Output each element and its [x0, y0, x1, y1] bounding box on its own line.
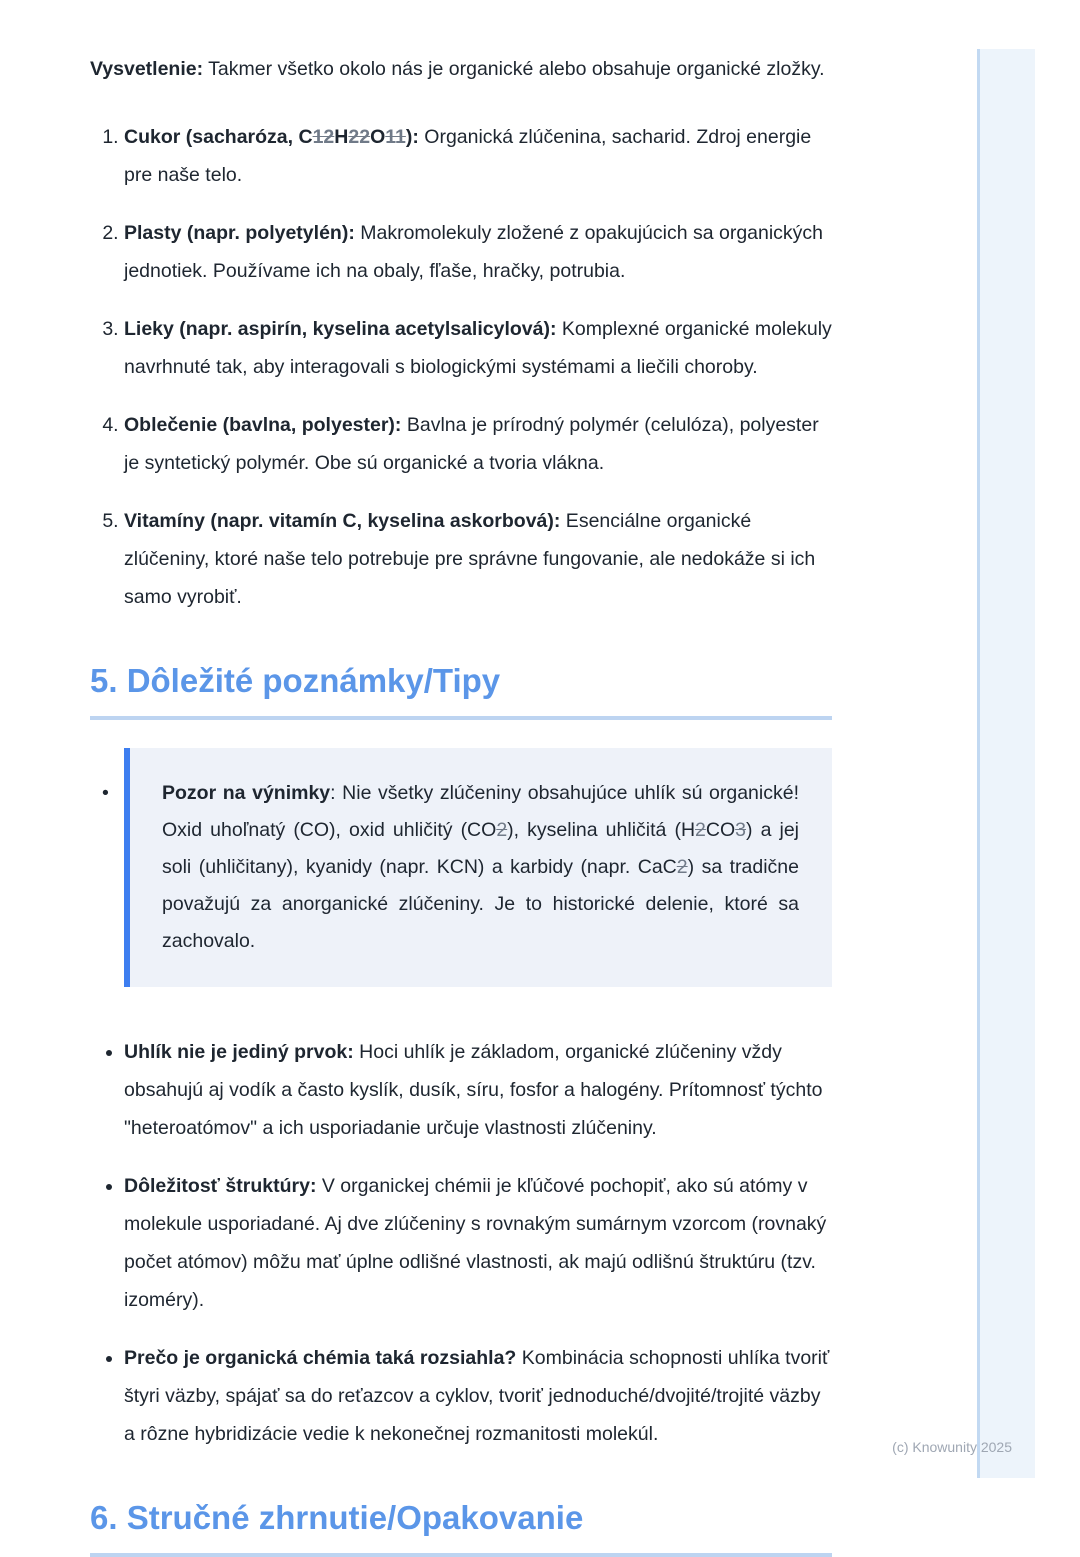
tips-list-item: [124, 1033, 832, 1147]
text-segment: O: [370, 126, 386, 148]
text-segment: Dôležitosť štruktúry:: [124, 1175, 317, 1197]
text-segment: Takmer všetko okolo nás je organické alebo obsahuje organické zložky.: [203, 58, 825, 80]
numbered-list-item: [124, 406, 832, 482]
tips-list-item: [124, 1339, 832, 1453]
text-segment: ), kyselina uhličitá (H: [507, 819, 696, 841]
intro-paragraph: [90, 50, 832, 88]
numbered-list-item: [124, 214, 832, 290]
text-segment: Cukor (sacharóza, C: [124, 126, 313, 148]
text-segment: Komplexné organické molekuly navrhnuté tak, aby interagovali s biologickými systémami a liečili choroby.: [124, 318, 832, 378]
text-segment: Kombinácia schopnosti uhlíka tvoriť štyri väzby, spájať sa do reťazcov a cyklov, tvoriť jednoduché/dvojité/trojité väzby a rôzne hybridizácie vedie k nekonečnej rozmanitosti molekúl.: [124, 1347, 830, 1445]
text-segment: : Nie všetky zlúčeniny obsahujúce uhlík sú organické! Oxid uhoľnatý (CO), oxid uhličitý (CO: [162, 782, 799, 841]
numbered-list-item: [124, 310, 832, 386]
text-segment: Vitamíny (napr. vitamín C, kyselina askorbová):: [124, 510, 561, 532]
tips-list-item: [124, 1167, 832, 1319]
numbered-list-item: [124, 502, 832, 616]
callout-row: [90, 748, 832, 987]
text-segment: ):: [405, 126, 419, 148]
text-segment: V organickej chémii je kľúčové pochopiť, ako sú atómy v molekule usporiadané. Aj dve zlúčeniny s rovnakým sumárnym vzorcom (rovnaký počet atómov) môžu mať úplne odlišné vlastnosti, ak majú odlišnú štruktúru (tzv. izoméry).: [124, 1175, 827, 1311]
warning-callout-box: [124, 748, 832, 987]
text-segment: Lieky (napr. aspirín, kyselina acetylsalicylová):: [124, 318, 557, 340]
text-segment: ) sa tradične považujú za anorganické zlúčeniny. Je to historické delenie, ktoré sa zachovalo.: [162, 856, 799, 952]
section-5-heading: 5. Dôležité poznámky/Tipy: [90, 662, 832, 720]
numbered-list-item: [124, 118, 832, 194]
struck-subscript-text: 11: [385, 126, 406, 148]
text-segment: Prečo je organická chémia taká rozsiahla?: [124, 1347, 517, 1369]
text-segment: Plasty (napr. polyetylén):: [124, 222, 355, 244]
struck-subscript-text: 12: [312, 126, 335, 148]
text-segment: Oblečenie (bavlna, polyester):: [124, 414, 402, 436]
text-segment: CO: [705, 819, 736, 841]
page-edge-strip: [977, 49, 1035, 1478]
document-content: [90, 0, 832, 1557]
struck-subscript-text: 2: [695, 819, 706, 841]
copyright-credit: (c) Knowunity 2025: [892, 1439, 1012, 1455]
tips-bulleted-list: [90, 1033, 832, 1453]
text-segment: Bavlna je prírodný polymér (celulóza), polyester je syntetický polymér. Obe sú organické a tvoria vlákna.: [124, 414, 819, 474]
struck-subscript-text: 2: [496, 819, 508, 841]
text-segment: Esenciálne organické zlúčeniny, ktoré naše telo potrebuje pre správne fungovanie, ale nedokáže si ich samo vyrobiť.: [124, 510, 816, 608]
text-segment: Makromolekuly zložené z opakujúcich sa organických jednotiek. Používame ich na obaly, fľaše, hračky, potrubia.: [124, 222, 824, 282]
examples-numbered-list: [90, 118, 832, 616]
text-segment: Vysvetlenie:: [90, 58, 204, 80]
text-segment: Organická zlúčenina, sacharid. Zdroj energie pre naše telo.: [124, 126, 812, 186]
text-segment: ) a jej soli (uhličitany), kyanidy (napr. KCN) a karbidy (napr. CaC: [162, 819, 799, 878]
section-6-heading: 6. Stručné zhrnutie/Opakovanie: [90, 1499, 832, 1557]
text-segment: H: [334, 126, 349, 148]
text-segment: Pozor na výnimky: [162, 782, 331, 804]
struck-subscript-text: 3: [735, 819, 746, 841]
callout-bullet-marker: •: [102, 782, 109, 804]
struck-subscript-text: 2: [676, 856, 688, 878]
struck-subscript-text: 22: [348, 126, 371, 148]
text-segment: Uhlík nie je jediný prvok:: [124, 1041, 354, 1063]
text-segment: Hoci uhlík je základom, organické zlúčeniny vždy obsahujú aj vodík a často kyslík, dusík, síru, fosfor a halogény. Prítomnosť týchto "heteroatómov" a ich usporiadanie určuje vlastnosti zlúčeniny.: [124, 1041, 823, 1139]
